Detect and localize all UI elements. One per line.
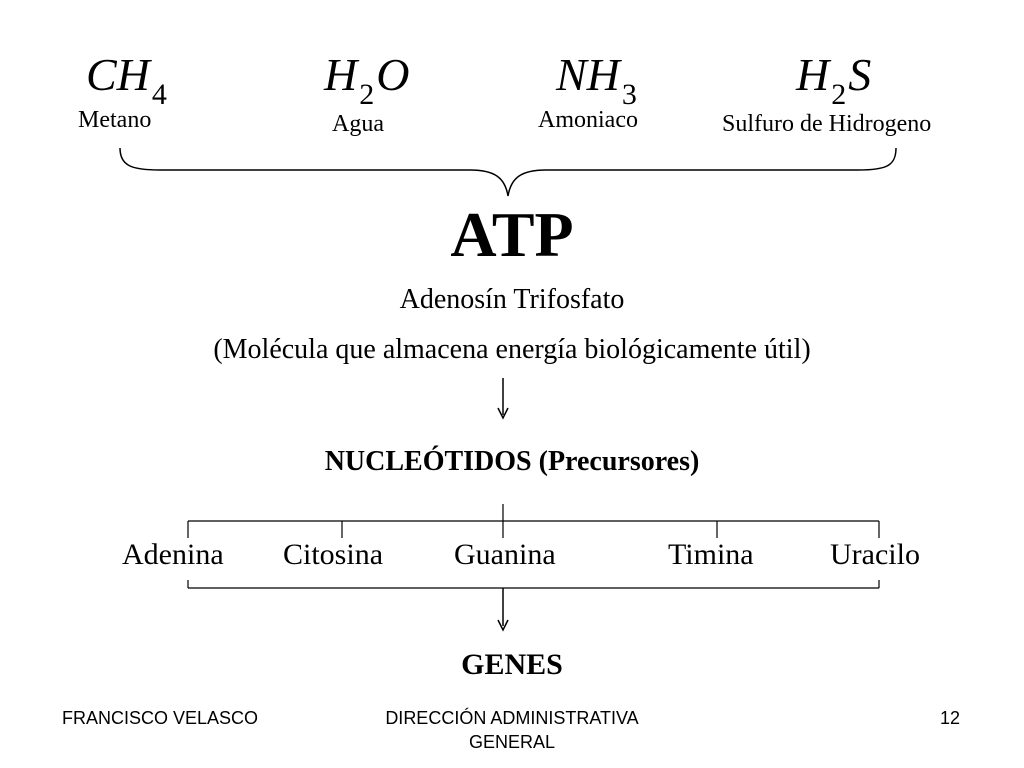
formula-water: $H_2O$ <box>324 49 410 111</box>
name-water: Agua <box>332 111 384 137</box>
base-adenina: Adenina <box>122 538 224 571</box>
base-uracilo: Uracilo <box>830 538 920 571</box>
base-guanina: Guanina <box>454 538 556 571</box>
name-hydrogen-sulfide: Sulfuro de Hidrogeno <box>722 111 932 137</box>
name-ammonia: Amoniaco <box>538 107 638 133</box>
footer-author: FRANCISCO VELASCO <box>62 708 259 728</box>
grouping-brace <box>120 148 896 196</box>
nucleotides-title: NUCLEÓTIDOS (Precursores) <box>324 446 700 477</box>
formula-hydrogen-sulfide: $H_2S$ <box>796 49 872 111</box>
genes-label: GENES <box>461 648 563 681</box>
atp-title: ATP <box>450 199 574 270</box>
formula-methane: $CH_4$ <box>86 49 167 111</box>
formula-ammonia: $NH_3$ <box>556 49 637 111</box>
atp-full-name: Adenosín Trifosfato <box>399 284 625 315</box>
base-timina: Timina <box>668 538 754 571</box>
atp-description: (Molécula que almacena energía biológicamente útil) <box>213 334 811 365</box>
page-number: 12 <box>939 708 960 728</box>
base-citosina: Citosina <box>283 538 384 571</box>
footer-department: DIRECCIÓN ADMINISTRATIVA GENERAL <box>385 708 639 752</box>
name-methane: Metano <box>78 107 152 133</box>
